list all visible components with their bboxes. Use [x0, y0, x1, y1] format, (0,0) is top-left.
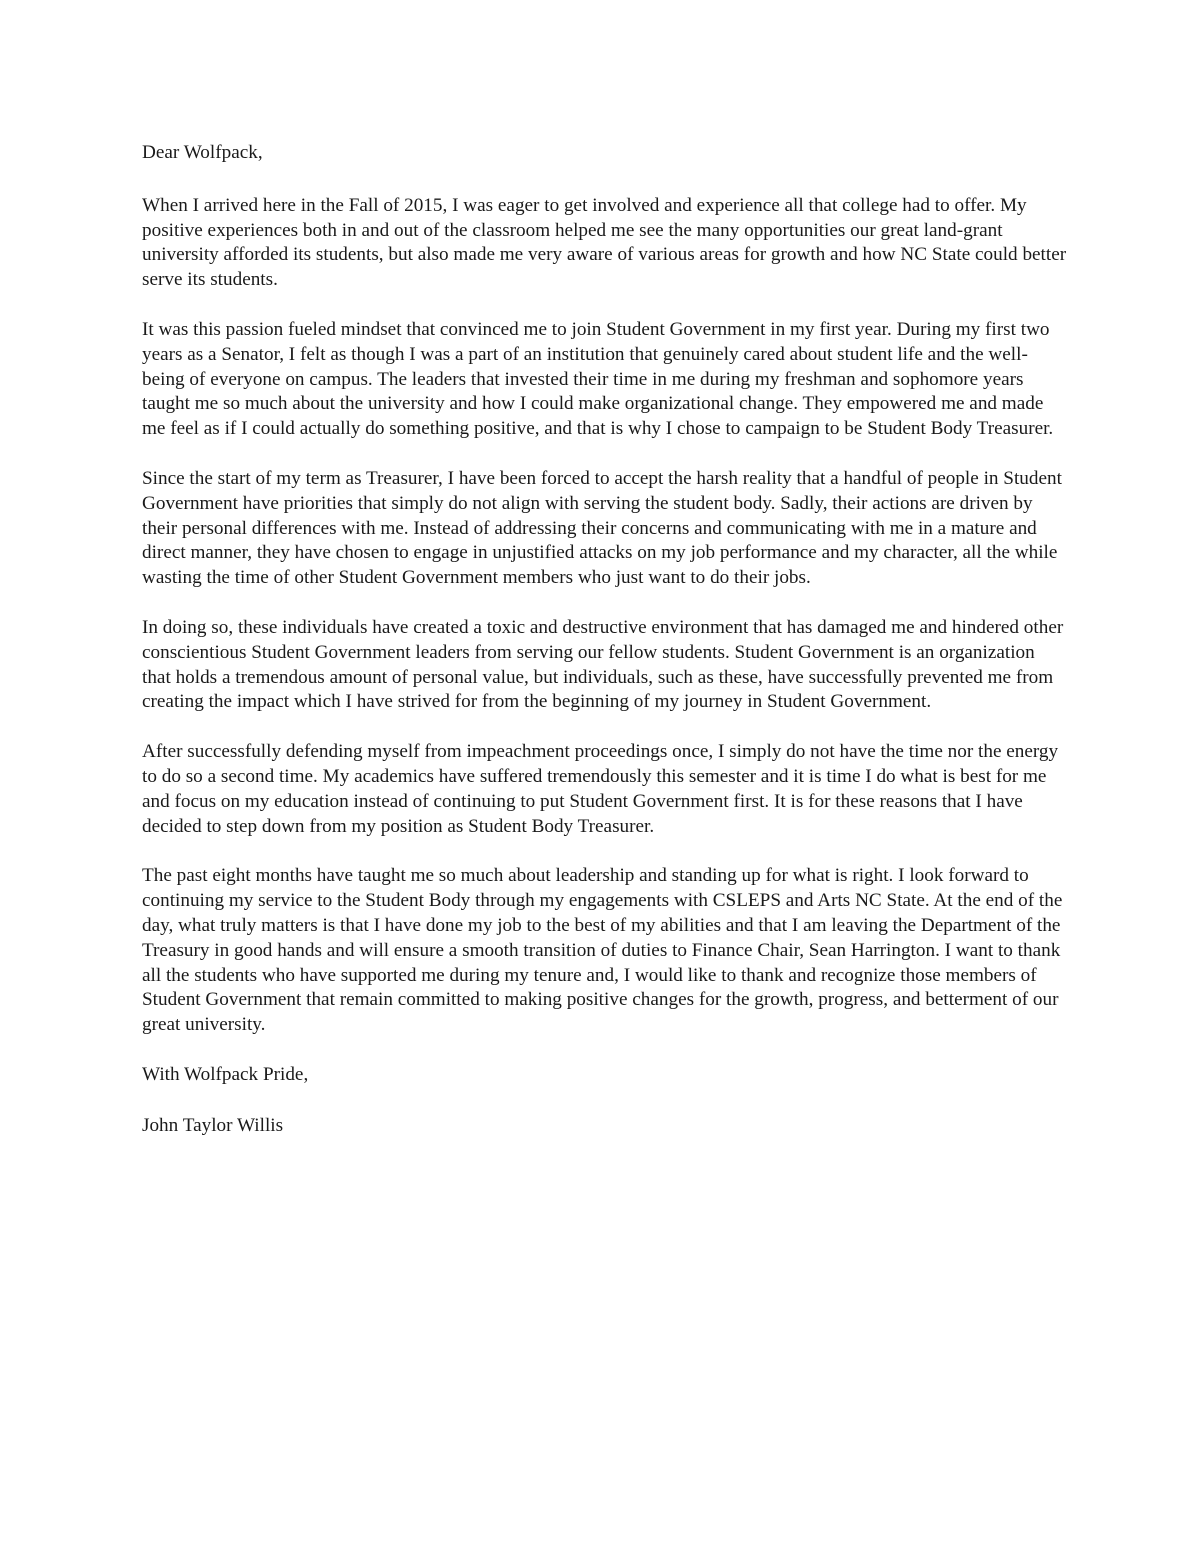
paragraph-treasurer-term: Since the start of my term as Treasurer, I have been forced to accept the harsh reality that a handful of people in Student Government have priorities that simply do not align with serving the student body. Sadly, their actions are driven by their personal differences with me. Instead of addressing their concerns and communicating with me in a mature and direct manner, they have chosen to engage in unjustified attacks on my job performance and my character, all the while wasting the time of other Student Government members who just want to do their jobs. — [142, 467, 1062, 589]
signature-name: John Taylor Willis — [142, 1114, 284, 1136]
paragraph-arrival: When I arrived here in the Fall of 2015, I was eager to get involved and experience all that college had to offer. My positive experiences both in and out of the classroom helped me see the many opportunities our great land-grant university afforded its students, but also made me very aware of various areas for growth and how NC State could better serve its students. — [142, 194, 1067, 291]
letter-body — [142, 141, 1067, 1139]
closing: With Wolfpack Pride, — [142, 1063, 309, 1085]
paragraph-gratitude: The past eight months have taught me so much about leadership and standing up for what is right. I look forward to continuing my service to the Student Body through my engagements with CSLEPS and Arts NC State. At the end of the day, what truly matters is that I have done my job to the best of my abilities and that I am leaving the Department of the Treasury in good hands and will ensure a smooth transition of duties to Finance Chair, Sean Harrington. I want to thank all the students who have supported me during my tenure and, I would like to thank and recognize those members of Student Government that remain committed to making positive changes for the growth, progress, and betterment of our great university. — [142, 865, 1063, 1036]
paragraph-resignation: After successfully defending myself from impeachment proceedings once, I simply do not have the time nor the energy to do so a second time. My academics have suffered tremendously this semester and it is time I do what is best for me and focus on my education instead of continuing to put Student Government first. It is for these reasons that I have decided to step down from my position as Student Body Treasurer. — [142, 741, 1059, 837]
paragraph-joining-student-government: It was this passion fueled mindset that convinced me to join Student Government in my first year. During my first two years as a Senator, I felt as though I was a part of an institution that genuinely cared about student life and the well-being of everyone on campus. The leaders that invested their time in me during my freshman and sophomore years taught me so much about the university and how I could make organizational change. They empowered me and made me feel as if I could actually do something positive, and that is why I chose to campaign to be Student Body Treasurer. — [142, 318, 1054, 440]
paragraph-toxic-environment: In doing so, these individuals have created a toxic and destructive environment that has damaged me and hindered other conscientious Student Government leaders from serving our fellow students. Student Government is an organization that holds a tremendous amount of personal value, but individuals, such as these, have successfully prevented me from creating the impact which I have strived for from the beginning of my journey in Student Government. — [142, 616, 1064, 713]
salutation: Dear Wolfpack, — [142, 142, 263, 163]
